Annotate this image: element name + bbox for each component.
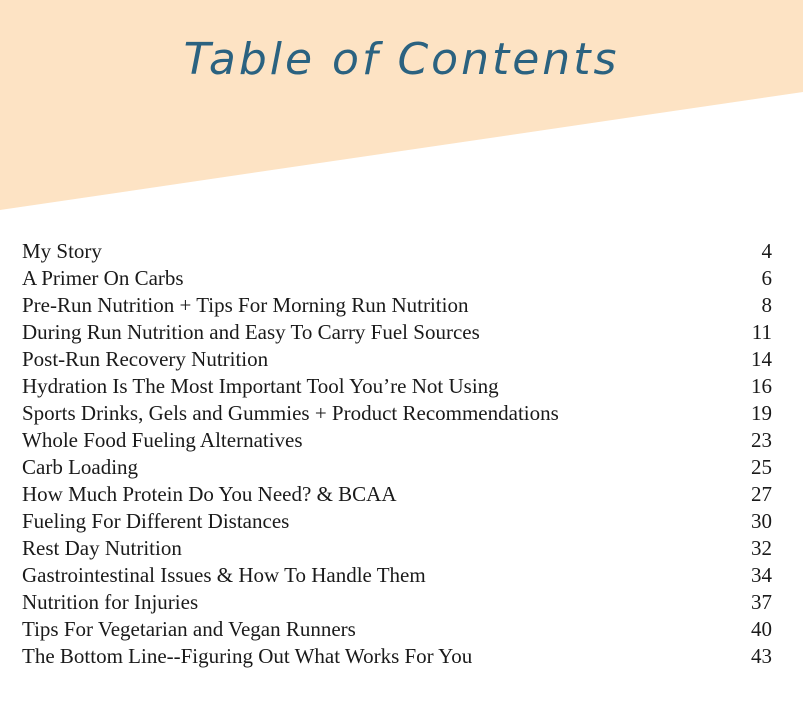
toc-entry[interactable] bbox=[22, 427, 772, 454]
toc-entry-title: Sports Drinks, Gels and Gummies + Product Recommendations bbox=[22, 401, 559, 425]
toc-entry-title: During Run Nutrition and Easy To Carry Fuel Sources bbox=[22, 320, 480, 344]
toc-entry-title: The Bottom Line--Figuring Out What Works For You bbox=[22, 644, 473, 668]
toc-entry[interactable] bbox=[22, 454, 772, 481]
toc-entry-page-number: 27 bbox=[751, 482, 772, 506]
toc-entry[interactable] bbox=[22, 616, 772, 643]
toc-entry[interactable] bbox=[22, 562, 772, 589]
table-of-contents bbox=[22, 238, 772, 670]
toc-entry[interactable] bbox=[22, 373, 772, 400]
toc-entry-page-number: 30 bbox=[751, 509, 772, 533]
toc-entry-page-number: 37 bbox=[751, 590, 772, 614]
toc-entry-page-number: 43 bbox=[751, 644, 772, 668]
toc-entry-page-number: 14 bbox=[751, 347, 772, 371]
toc-entry-title: Nutrition for Injuries bbox=[22, 590, 199, 614]
toc-entry-title: Carb Loading bbox=[22, 455, 139, 479]
toc-entry[interactable] bbox=[22, 400, 772, 427]
toc-entry-page-number: 34 bbox=[751, 563, 772, 587]
toc-entry-page-number: 6 bbox=[761, 266, 772, 290]
toc-entry-page-number: 16 bbox=[751, 374, 772, 398]
toc-entry-title: Whole Food Fueling Alternatives bbox=[22, 428, 303, 452]
toc-entry[interactable] bbox=[22, 535, 772, 562]
toc-entry-page-number: 11 bbox=[751, 320, 772, 344]
toc-entry[interactable] bbox=[22, 265, 772, 292]
toc-entry[interactable] bbox=[22, 643, 772, 670]
toc-entry-title: My Story bbox=[22, 239, 102, 263]
toc-entry-title: Rest Day Nutrition bbox=[22, 536, 182, 560]
toc-entry-title: Tips For Vegetarian and Vegan Runners bbox=[22, 617, 356, 641]
toc-entry-page-number: 8 bbox=[761, 293, 772, 317]
toc-entry[interactable] bbox=[22, 481, 772, 508]
toc-entry-title: How Much Protein Do You Need? & BCAA bbox=[22, 482, 397, 506]
toc-entry[interactable] bbox=[22, 319, 772, 346]
toc-entry[interactable] bbox=[22, 292, 772, 319]
toc-entry-page-number: 19 bbox=[751, 401, 772, 425]
toc-entry-page-number: 25 bbox=[751, 455, 772, 479]
toc-entry-page-number: 4 bbox=[761, 239, 772, 263]
toc-entry-title: Hydration Is The Most Important Tool You’re Not Using bbox=[22, 374, 499, 398]
toc-entry[interactable] bbox=[22, 238, 772, 265]
toc-entry-title: Pre-Run Nutrition + Tips For Morning Run Nutrition bbox=[22, 293, 469, 317]
toc-entry-title: Gastrointestinal Issues & How To Handle Them bbox=[22, 563, 426, 587]
header-banner-shape bbox=[0, 0, 803, 210]
page-title: Table of Contents bbox=[183, 34, 620, 85]
toc-entry-page-number: 40 bbox=[751, 617, 772, 641]
toc-entry-title: Fueling For Different Distances bbox=[22, 509, 290, 533]
toc-entry-page-number: 23 bbox=[751, 428, 772, 452]
toc-entry[interactable] bbox=[22, 589, 772, 616]
toc-entry[interactable] bbox=[22, 346, 772, 373]
toc-entry-title: Post-Run Recovery Nutrition bbox=[22, 347, 269, 371]
toc-entry[interactable] bbox=[22, 508, 772, 535]
toc-entry-page-number: 32 bbox=[751, 536, 772, 560]
toc-entry-title: A Primer On Carbs bbox=[22, 266, 184, 290]
